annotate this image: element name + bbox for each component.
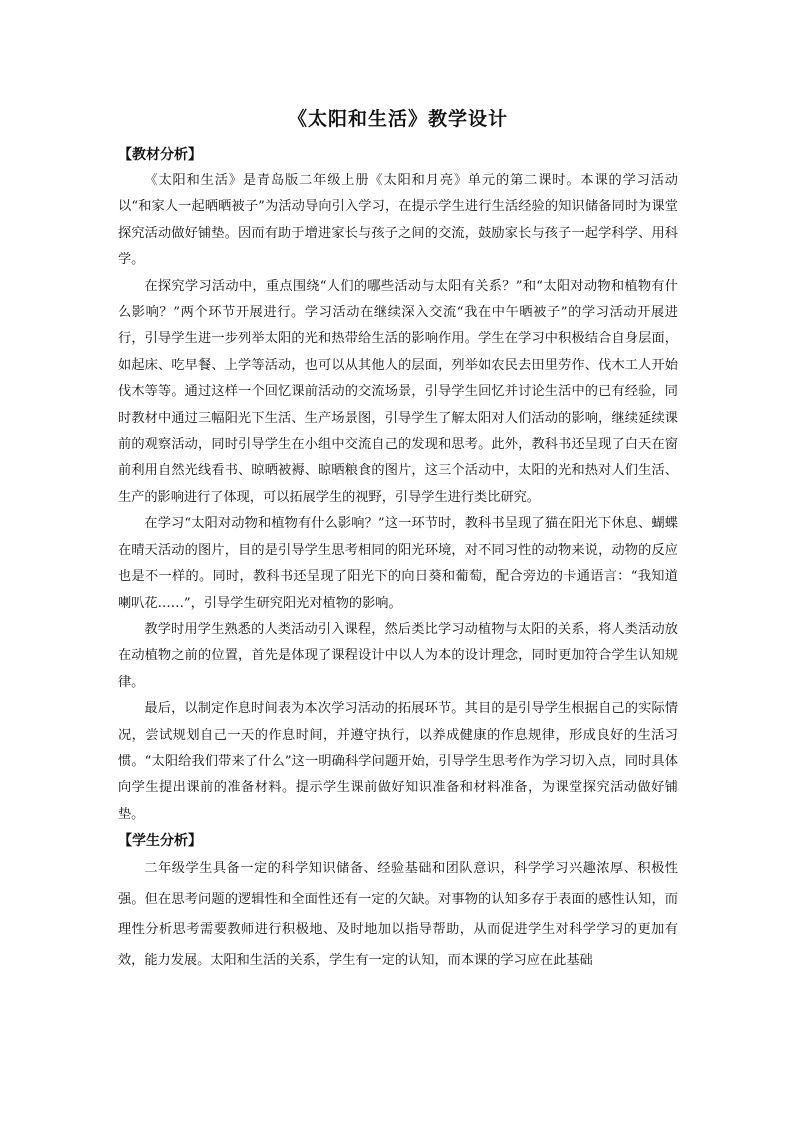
section-textbook-analysis: [118, 142, 678, 828]
section-heading: 【教材分析】: [118, 147, 202, 163]
paragraph: 《太阳和生活》是青岛版二年级上册《太阳和月亮》单元的第二课时。本课的学习活动以“和家人一起晒晒被子”为活动导向引入学习，在提示学生进行生活经验的知识储备同时为课堂探究活动做好铺垫。因而有助于增进家长与孩子之间的交流，鼓励家长与孩子一起学科学、用科学。: [118, 173, 678, 268]
paragraph: 教学时用学生熟悉的人类活动引入课程，然后类比学习动植物与太阳的关系，将人类活动放在动植物之前的位置，首先是体现了课程设计中以人为本的设计理念，同时更加符合学生认知规律。: [118, 621, 678, 690]
section-student-analysis: [118, 828, 678, 976]
section-heading: 【学生分析】: [118, 833, 202, 850]
paragraph: 二年级学生具备一定的科学知识储备、经验基础和团队意识，科学学习兴趣浓厚、积极性强。但在思考问题的逻辑性和全面性还有一定的欠缺。对事物的认知多存于表面的感性认知，而理性分析思考需要教师进行积极地、及时地加以指导帮助，从而促进学生对科学学习的更加有效，能力发展。太阳和生活的关系，学生有一定的认知，而本课的学习应在此基础: [118, 861, 678, 968]
paragraph: 最后，以制定作息时间表为本次学习活动的拓展环节。其目的是引导学生根据自己的实际情况，尝试规划自己一天的作息时间，并遵守执行，以养成健康的作息规律，形成良好的生活习惯。“太阳给我们带来了什么”这一明确科学问题开始，引导学生思考作为学习切入点，同时具体向学生提出课前的准备材料。提示学生课前做好知识准备和材料准备，为课堂探究活动做好铺垫。: [118, 701, 678, 822]
paragraph: 在探究学习活动中，重点围绕“人们的哪些活动与太阳有关系？”和“太阳对动物和植物有什么影响？”两个环节开展进行。学习活动在继续深入交流“我在中午晒被子”的学习活动开展进行，引导学生进一步列举太阳的光和热带给生活的影响作用。学生在学习中积极结合自身层面，如起床、吃早餐、上学等活动，也可以从其他人的层面，列举如农民去田里劳作、伐木工人开始伐木等等。通过这样一个回忆课前活动的交流场景，引导学生回忆并讨论生活中的已有经验，同时教材中通过三幅阳光下生活、生产场景图，引导学生了解太阳对人们活动的影响，继续延续课前的观察活动，同时引导学生在小组中交流自己的发现和思考。此外，教科书还呈现了白天在窗前利用自然光线看书、晾晒被褥、晾晒粮食的图片，这三个活动中，太阳的光和热对人们生活、生产的影响进行了体现，可以拓展学生的视野，引导学生进行类比研究。: [118, 278, 678, 505]
document-title: 《太阳和生活》教学设计: [287, 108, 508, 130]
document-page: [118, 104, 678, 976]
paragraph: 在学习“太阳对动物和植物有什么影响？”这一环节时，教科书呈现了猫在阳光下休息、蝴蝶在晴天活动的图片，目的是引导学生思考相同的阳光环境，对不同习性的动物来说，动物的反应也是不一样的。同时，教科书还呈现了阳光下的向日葵和葡萄，配合旁边的卡通语言：“我知道喇叭花……”，引导学生研究阳光对植物的影响。: [118, 516, 678, 611]
